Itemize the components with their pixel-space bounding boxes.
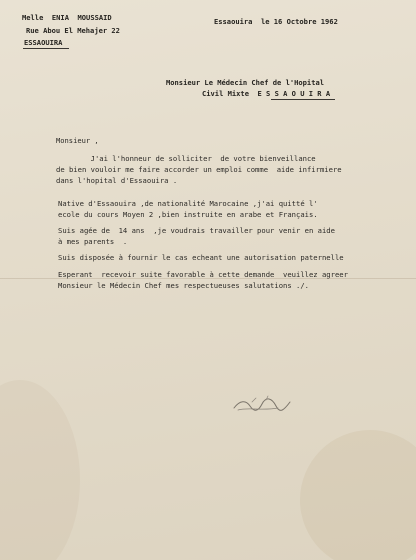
recipient-line-2: Civil Mixte E S S A O U I R A bbox=[202, 89, 331, 98]
paragraph-5-line-1: Esperant recevoir suite favorable à cette demande veuillez agreer bbox=[58, 270, 348, 279]
paragraph-1-line-1: J'ai l'honneur de solliciter de votre bienveillance bbox=[56, 154, 316, 163]
paper-stain bbox=[300, 430, 416, 560]
paragraph-1-line-2: de bien vouloir me faire accorder un emploi comme aide infirmiere bbox=[56, 165, 342, 174]
paragraph-5-line-2: Monsieur le Médecin Chef mes respectueuses salutations ./. bbox=[58, 281, 309, 290]
signature-mark bbox=[232, 394, 292, 416]
sender-city: ESSAOUIRA bbox=[24, 38, 63, 47]
salutation: Monsieur , bbox=[56, 136, 99, 145]
sender-street: Rue Abou El Mehajer 22 bbox=[26, 26, 120, 35]
recipient-city-underline bbox=[271, 99, 335, 100]
recipient-line-1: Monsieur Le Médecin Chef de l'Hopital bbox=[166, 78, 325, 87]
sender-city-underline bbox=[23, 48, 69, 49]
sender-name: Melle ENIA MOUSSAID bbox=[22, 13, 112, 22]
paragraph-4-line-1: Suis disposée à fournir le cas echeant une autorisation paternelle bbox=[58, 253, 344, 262]
paragraph-3-line-2: à mes parents . bbox=[58, 237, 128, 246]
paragraph-1-line-3: dans l'hopital d'Essaouira . bbox=[56, 176, 178, 185]
signature-scribble bbox=[232, 394, 292, 416]
paragraph-2-line-1: Native d'Essaouira ,de nationalité Marocaine ,j'ai quitté l' bbox=[58, 199, 318, 208]
paragraph-3-line-1: Suis agée de 14 ans ,je voudrais travailler pour venir en aide bbox=[58, 226, 335, 235]
paragraph-2-line-2: ecole du cours Moyen 2 ,bien instruite en arabe et Français. bbox=[58, 210, 318, 219]
paper-stain bbox=[0, 380, 80, 560]
letter-date: Essaouira le 16 Octobre 1962 bbox=[214, 17, 338, 26]
